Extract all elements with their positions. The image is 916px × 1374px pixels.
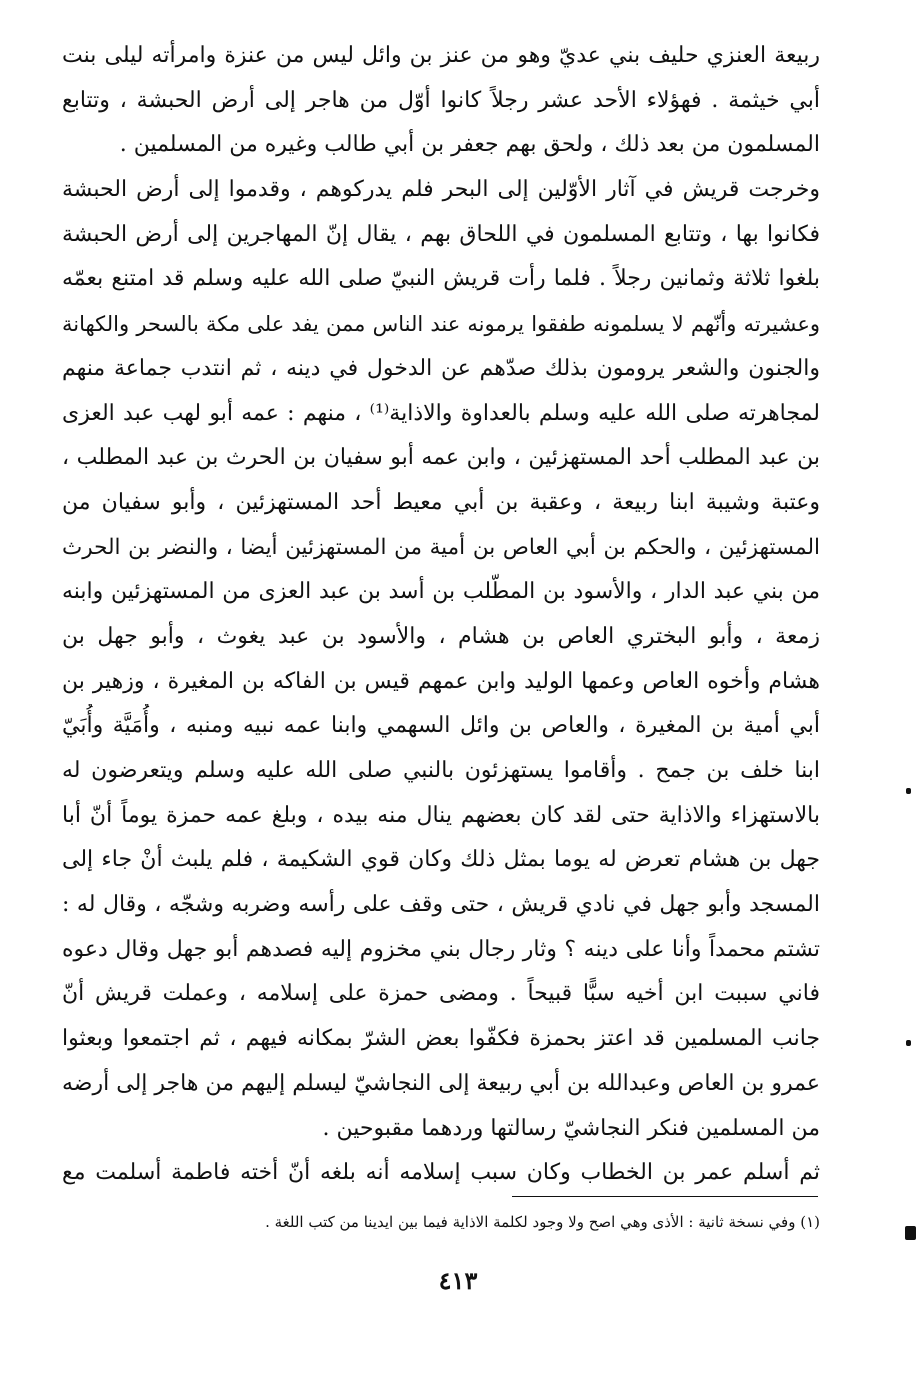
text-line: ابنا خلف بن جمح . وأقاموا يستهزئون بالنبي صلى الله عليه وسلم ويتعرضون له (62, 758, 820, 783)
text-line: فكانوا بها ، وتتابع المسلمون في اللحاق بهم ، يقال إنّ المهاجرين إلى أرض الحبشة (62, 221, 820, 247)
text-line: وعشيرته وأنّهم لا يسلمونه طفقوا يرمونه عند الناس ممن يفد على مكة بالسحر والكهانة (62, 312, 820, 337)
text-line: بلغوا ثلاثة وثمانين رجلاً . فلما رأت قريش النبيّ صلى الله عليه وسلم قد امتنع بعمّه (62, 266, 820, 292)
text-line: بالاستهزاء والاذاية حتى لقد كان بعضهم ينال منه بيده ، وبلغ عمه حمزة يوماً أنّ أبا (62, 802, 820, 828)
page-number: ٤١٣ (438, 1266, 478, 1295)
text-line: ربيعة العنزي حليف بني عديّ وهو من عنز بن وائل ليس من عنزة وامرأته ليلى بنت (62, 43, 820, 68)
text-line: والجنون والشعر يرومون بذلك صدّهم عن الدخول في دينه ، ثم انتدب جماعة منهم (62, 355, 820, 381)
text-line: جانب المسلمين قد اعتز بحمزة فكفّوا بعض الشرّ بمكانه فيهم ، ثم اجتمعوا وبعثوا (62, 1026, 820, 1052)
text-line: ثم أسلم عمر بن الخطاب وكان سبب إسلامه أنه بلغه أنّ أخته فاطمة أسلمت مع (62, 1160, 820, 1186)
text-line: وخرجت قريش في آثار الأوّلين إلى البحر فلم يدركوهم ، وقدموا إلى أرض الحبشة (62, 177, 820, 203)
scan-mark (906, 1040, 911, 1046)
footnote-divider (512, 1196, 818, 1197)
text-line: من المسلمين فنكر النجاشيّ رسالتها وردهما مقبوحين . (322, 1115, 820, 1141)
text-line: المسلمون من بعد ذلك ، ولحق بهم جعفر بن أبي طالب وغيره من المسلمين . (119, 132, 820, 158)
text-line: بن عبد المطلب أحد المستهزئين ، وابن عمه أبو سفيان بن الحرث بن عبد المطلب ، (62, 445, 820, 471)
text-line: من بني عبد الدار ، والأسود بن المطّلب بن أسد بن عبد العزى من المستهزئين وابنه (62, 579, 820, 605)
text-line: تشتم محمداً وأنا على دينه ؟ وثار رجال بني مخزوم إليه فصدهم أبو جهل وقال دعوه (62, 936, 820, 962)
text-line: فاني سببت ابن أخيه سبًّا قبيحاً . ومضى حمزة على إسلامه ، وعملت قريش أنّ (62, 981, 820, 1007)
footnote: (١) وفي نسخة ثانية : الأذى وهي اصح ولا وجود لكلمة الاذاية فيما بين ايدينا من كتب اللغة . (265, 1213, 820, 1231)
text-line: المسجد وأبو جهل في نادي قريش ، حتى وقف على رأسه وضربه وشجّه ، وقال له : (62, 892, 820, 918)
text-line: وعتبة وشيبة ابنا ربيعة ، وعقبة بن أبي معيط أحد المستهزئين ، وأبو سفيان من (62, 489, 820, 515)
text-line: أبي خيثمة . فهؤلاء الأحد عشر رجلاً كانوا أوّل من هاجر إلى أرض الحبشة ، وتتابع (62, 87, 820, 113)
scan-mark (905, 1226, 916, 1240)
text-line: زمعة ، وأبو البختري العاص بن هشام ، والأسود بن عبد يغوث ، وأبو جهل بن (62, 623, 820, 649)
scan-mark (906, 788, 911, 794)
text-line: المستهزئين ، والحكم بن أبي العاص بن أمية من المستهزئين أيضا ، والنضر بن الحرث (62, 534, 820, 560)
main-text (62, 34, 820, 1196)
text-line: أبي أمية بن المغيرة ، والعاص بن وائل السهمي وابنا عمه نبيه ومنبه ، وأُمَيَّة وأُبَيّ (62, 713, 820, 739)
text-line: هشام وأخوه العاص وعمها الوليد وابن عمهم قيس بن الفاكه بن المغيرة ، وزهير بن (62, 668, 820, 694)
text-line: جهل بن هشام تعرض له يوما بمثل ذلك وكان قوي الشكيمة ، فلم يلبث أنْ جاء إلى (62, 847, 820, 873)
text-line: عمرو بن العاص وعبدالله بن أبي ربيعة إلى النجاشيّ ليسلم إليهم من هاجر إلى أرضه (62, 1070, 820, 1096)
text-line: لمجاهرته صلى الله عليه وسلم بالعداوة والاذاية⁽¹⁾ ، منهم : عمه أبو لهب عبد العزى (62, 400, 820, 426)
